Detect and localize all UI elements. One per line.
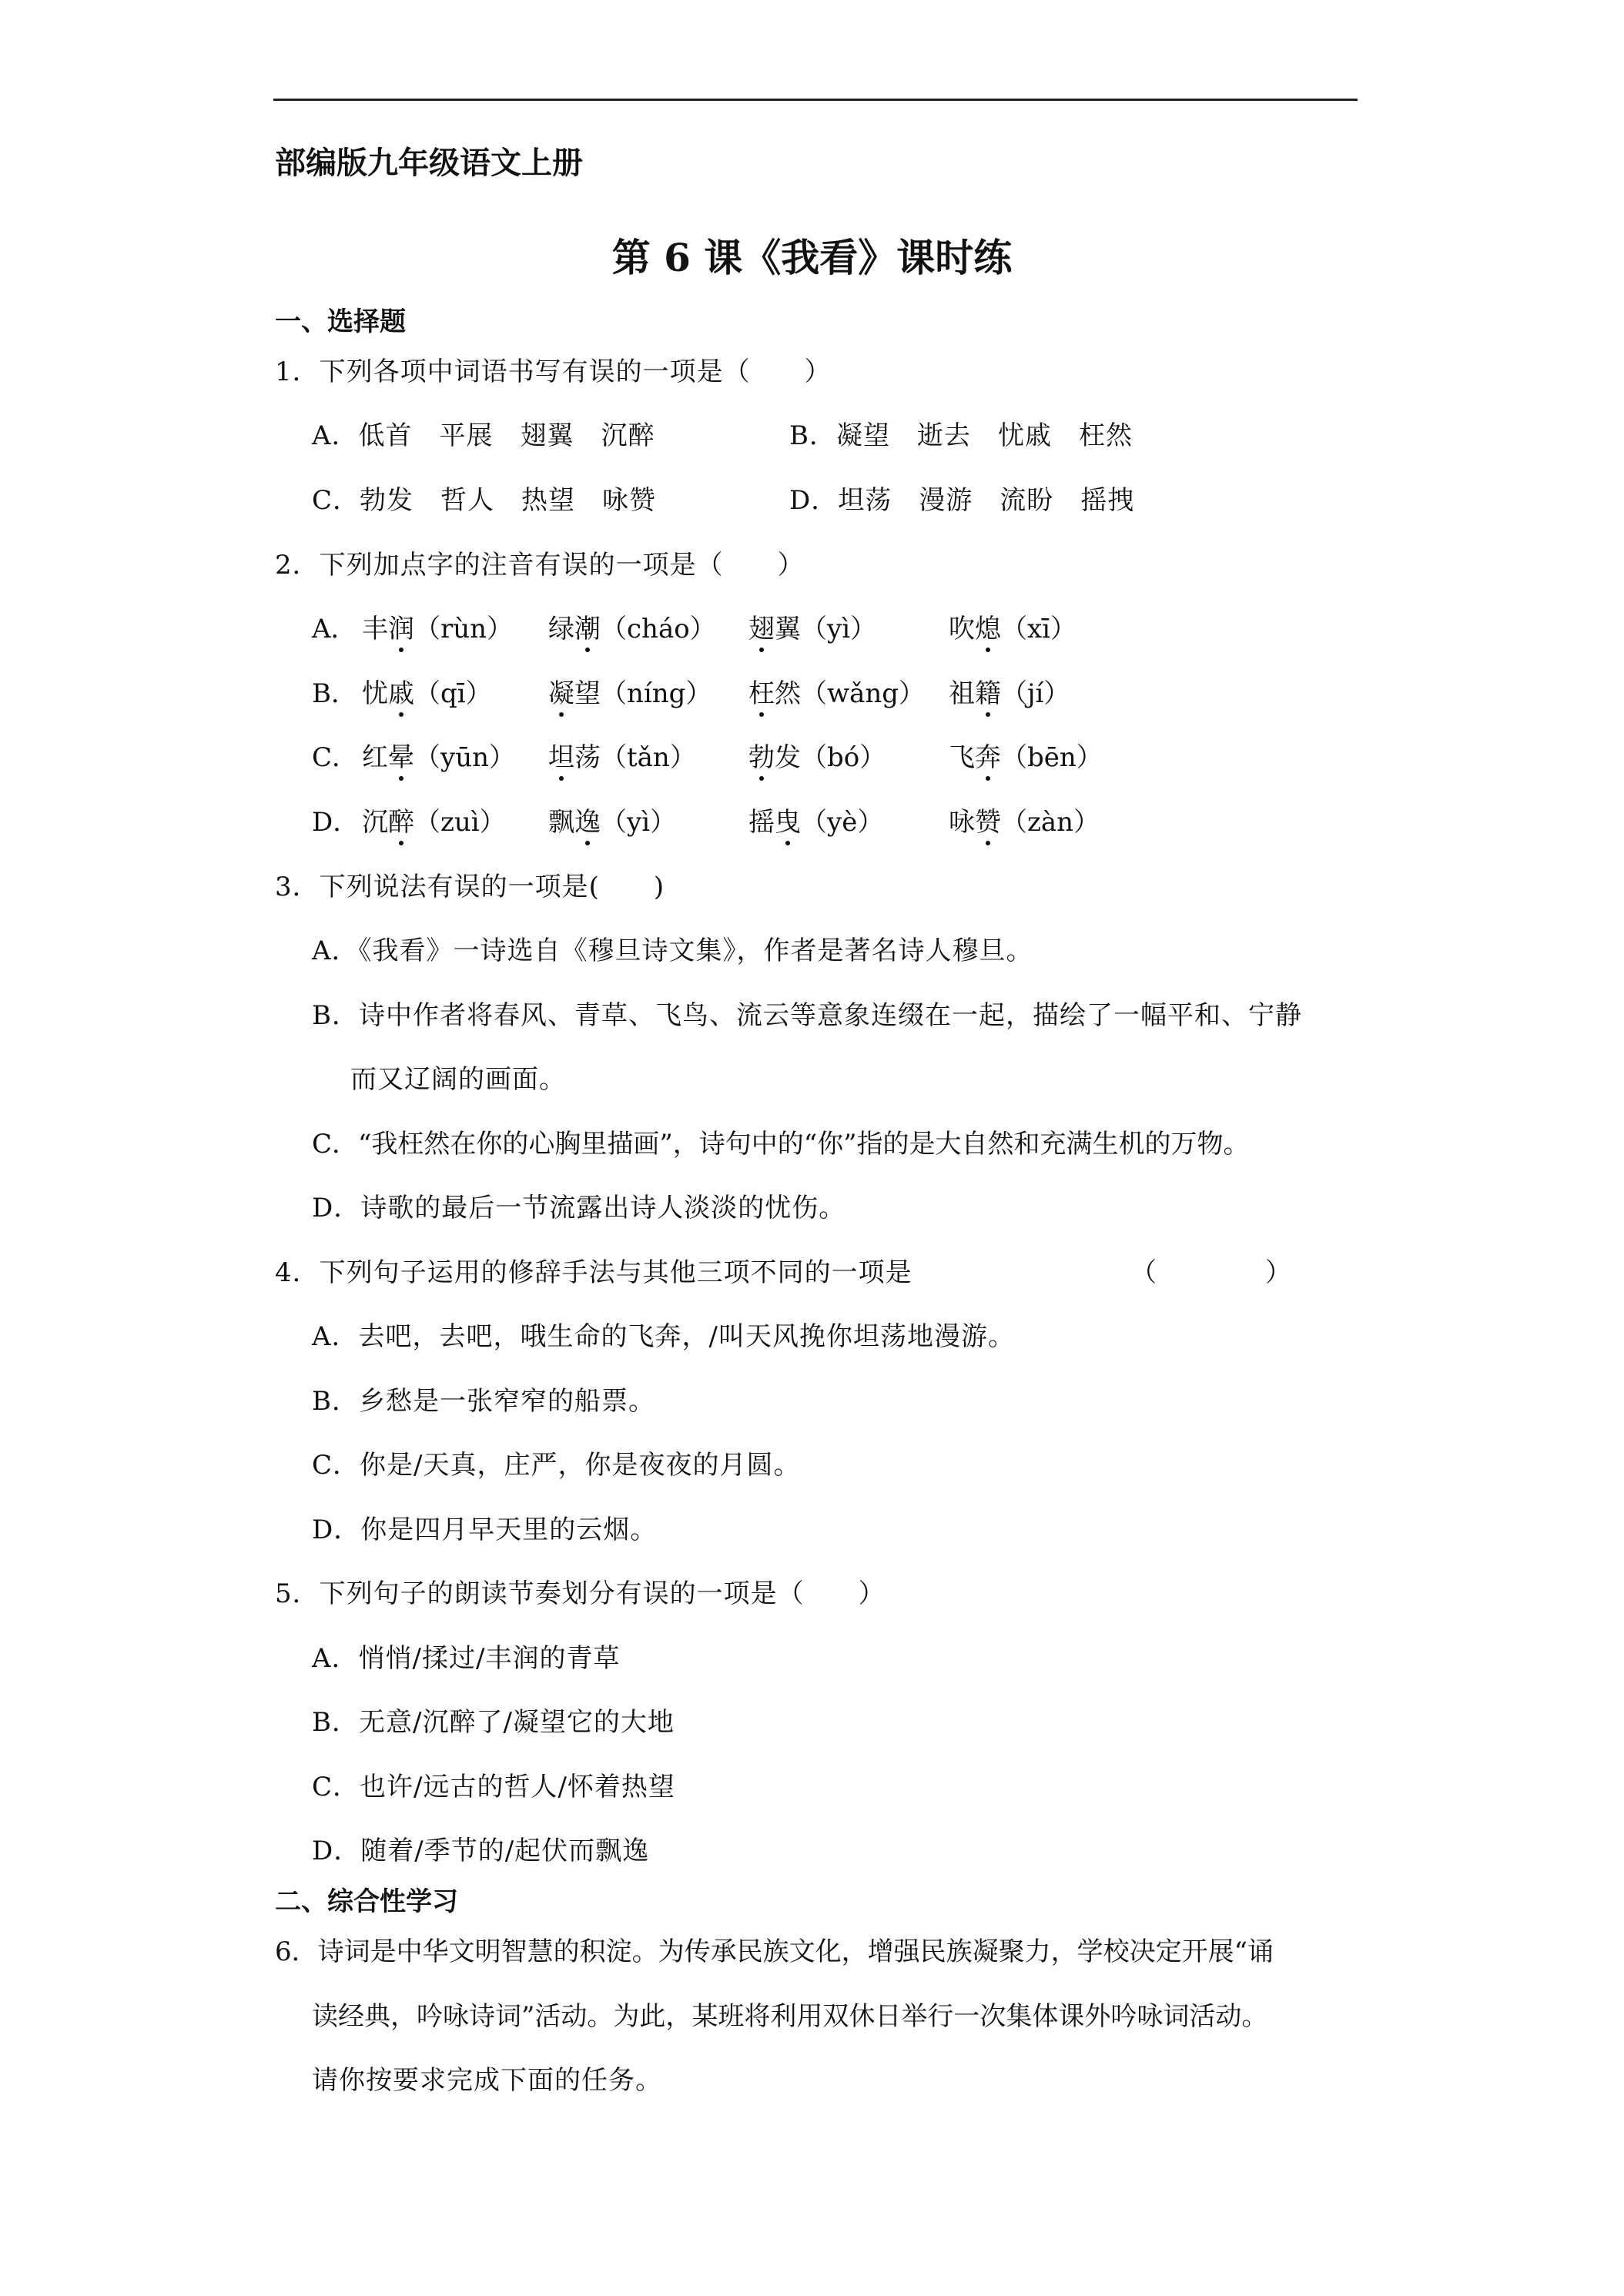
question-3-stem: 3．下列说法有误的一项是( ) xyxy=(275,872,665,902)
question-4-stem: 4．下列句子运用的修辞手法与其他三项不同的一项是 xyxy=(275,1257,912,1288)
question-5-option-b: B．无意/沉醉了/凝望它的大地 xyxy=(312,1707,675,1738)
question-2-term: 翅翼（yì） xyxy=(748,607,876,645)
emphasis-dotted-char: 枉 xyxy=(748,672,775,710)
question-3-option-d: D．诗歌的最后一节流露出诗人淡淡的忧伤。 xyxy=(312,1193,846,1223)
question-2-term: 飘逸（yì） xyxy=(548,801,676,838)
question-2-term: 勃发（bó） xyxy=(748,736,886,774)
pinyin-annotation: （yè） xyxy=(801,807,884,838)
question-1-option-a: A．低首 平展 翅翼 沉醉 xyxy=(312,420,655,451)
emphasis-dotted-char: 坦 xyxy=(548,736,574,774)
question-2-term: 坦荡（tǎn） xyxy=(548,736,696,774)
question-5-option-c: C．也许/远古的哲人/怀着热望 xyxy=(312,1772,675,1802)
pinyin-annotation: （zuì） xyxy=(414,807,506,838)
question-4-option-c: C．你是/天真，庄严，你是夜夜的月圆。 xyxy=(312,1450,801,1481)
emphasis-dotted-char: 凝 xyxy=(548,672,574,710)
emphasis-dotted-char: 曳 xyxy=(775,801,801,838)
pinyin-annotation: （rùn） xyxy=(414,614,514,644)
question-2-term: 飞奔（bēn） xyxy=(949,736,1103,774)
emphasis-dotted-char: 熄 xyxy=(975,607,1001,645)
pinyin-annotation: （yì） xyxy=(601,807,677,838)
question-6-line-2: 读经典，吟咏诗词”活动。为此，某班将利用双休日举行一次集体课外吟咏词活动。 xyxy=(312,2001,1268,2032)
question-2-term: 吹熄（xī） xyxy=(949,607,1077,645)
question-2-term: 凝望（níng） xyxy=(548,672,712,710)
pinyin-annotation: （bēn） xyxy=(1001,742,1103,773)
pinyin-annotation: （bó） xyxy=(801,742,886,773)
emphasis-dotted-char: 润 xyxy=(388,607,414,645)
question-2-term: 摇曳（yè） xyxy=(748,801,883,838)
emphasis-dotted-char: 潮 xyxy=(574,607,601,645)
question-2-term: 沉醉（zuì） xyxy=(362,801,506,838)
question-1-stem: 1．下列各项中词语书写有误的一项是（ ） xyxy=(275,356,832,387)
question-3-option-b-continued: 而又辽阔的画面。 xyxy=(350,1064,566,1095)
emphasis-dotted-char: 逸 xyxy=(574,801,601,838)
section-heading-comprehensive: 二、综合性学习 xyxy=(275,1886,458,1917)
question-5-option-a: A．悄悄/揉过/丰润的青草 xyxy=(312,1643,621,1674)
emphasis-dotted-char: 赞 xyxy=(975,801,1001,838)
question-2-term: 祖籍（jí） xyxy=(949,672,1070,710)
pinyin-annotation: （cháo） xyxy=(601,614,716,644)
question-1-option-c: C．勃发 哲人 热望 咏赞 xyxy=(312,485,657,516)
question-2-option-label: B． xyxy=(312,678,357,709)
pinyin-annotation: （yūn） xyxy=(414,742,516,773)
question-2-term: 忧戚（qī） xyxy=(362,672,492,710)
header-rule xyxy=(273,99,1358,101)
question-3-option-c: C．“我枉然在你的心胸里描画”，诗句中的“你”指的是大自然和充满生机的万物。 xyxy=(312,1129,1250,1160)
question-4-option-b: B．乡愁是一张窄窄的船票。 xyxy=(312,1386,655,1417)
question-6-line-3: 请你按要求完成下面的任务。 xyxy=(312,2065,662,2096)
question-2-term: 丰润（rùn） xyxy=(362,607,513,645)
question-5-stem: 5．下列句子的朗读节奏划分有误的一项是（ ） xyxy=(275,1578,886,1609)
emphasis-dotted-char: 勃 xyxy=(748,736,775,774)
pinyin-annotation: （níng） xyxy=(601,678,712,709)
pinyin-annotation: （xī） xyxy=(1001,614,1077,644)
question-2-option-label: A． xyxy=(312,614,357,644)
pinyin-annotation: （jí） xyxy=(1001,678,1070,709)
question-2-option-label: C． xyxy=(312,742,359,773)
emphasis-dotted-char: 醉 xyxy=(388,801,414,838)
question-4-option-a: A．去吧，去吧，哦生命的飞奔，/叫天风挽你坦荡地漫游。 xyxy=(312,1321,1016,1352)
question-2-term: 咏赞（zàn） xyxy=(949,801,1100,838)
question-3-option-a: A．《我看》一诗选自《穆旦诗文集》，作者是著名诗人穆旦。 xyxy=(312,935,1033,966)
question-2-option-label: D． xyxy=(312,807,360,838)
emphasis-dotted-char: 翅 xyxy=(748,607,775,645)
question-6-line-1: 6．诗词是中华文明智慧的积淀。为传承民族文化，增强民族凝聚力，学校决定开展“诵 xyxy=(275,1936,1274,1967)
emphasis-dotted-char: 晕 xyxy=(388,736,414,774)
question-2-term: 枉然（wǎng） xyxy=(748,672,925,710)
pinyin-annotation: （qī） xyxy=(414,678,492,709)
pinyin-annotation: （tǎn） xyxy=(601,742,696,773)
emphasis-dotted-char: 奔 xyxy=(975,736,1001,774)
section-heading-choice: 一、选择题 xyxy=(275,306,406,337)
question-4-answer-paren: （ ） xyxy=(1130,1257,1292,1288)
emphasis-dotted-char: 籍 xyxy=(975,672,1001,710)
pinyin-annotation: （yì） xyxy=(801,614,877,644)
lesson-title: 第 6 课《我看》课时练 xyxy=(611,235,1013,280)
pinyin-annotation: （zàn） xyxy=(1001,807,1100,838)
pinyin-annotation: （wǎng） xyxy=(801,678,926,709)
question-2-term: 红晕（yūn） xyxy=(362,736,515,774)
question-4-option-d: D．你是四月早天里的云烟。 xyxy=(312,1514,658,1545)
question-2-stem: 2．下列加点字的注音有误的一项是（ ） xyxy=(275,550,805,581)
question-3-option-b: B．诗中作者将春风、青草、飞鸟、流云等意象连缀在一起，描绘了一幅平和、宁静 xyxy=(312,1000,1302,1031)
emphasis-dotted-char: 戚 xyxy=(388,672,414,710)
question-2-term: 绿潮（cháo） xyxy=(548,607,716,645)
question-5-option-d: D．随着/季节的/起伏而飘逸 xyxy=(312,1836,650,1866)
textbook-subtitle: 部编版九年级语文上册 xyxy=(275,145,583,181)
question-1-option-d: D．坦荡 漫游 流盼 摇拽 xyxy=(789,485,1135,516)
question-1-option-b: B．凝望 逝去 忧戚 枉然 xyxy=(789,420,1133,451)
